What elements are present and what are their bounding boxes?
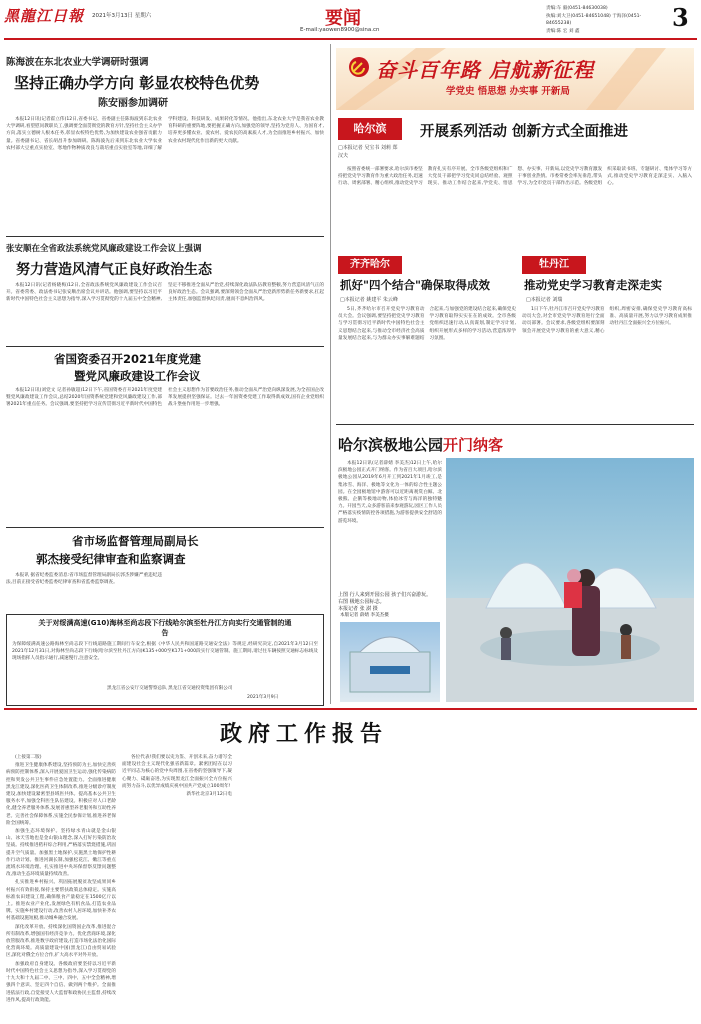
a1-kicker: 陈海波在东北农业大学调研时强调 — [6, 57, 149, 68]
section-email: E-mail:yaowen8900@sina.cn — [300, 27, 380, 33]
harbin-body — [338, 166, 692, 252]
notice-title: 关于对绥满高速(G10)海林至尚志段下行线哈尔滨至牡丹江方向实行交通管制的通告 — [38, 619, 292, 637]
park-photo — [446, 458, 694, 702]
park-body — [338, 460, 442, 586]
a3-body — [6, 387, 324, 525]
a2-body — [6, 282, 324, 344]
divider — [6, 527, 324, 528]
a4-body — [6, 572, 324, 608]
notice-date: 2021年3月9日 — [247, 695, 279, 700]
report-col5-text: 加强政府自身建设。各级政府要坚持以习近平新时代中国特色社会主义思想为指导,深入学习贯彻党的十九大和十九届二中、三中、四中、五中全会精神,增强四个意识、坚定四个自信、做到两个维护。全面推进依法行政,自觉接受人大监督和政协民主监督,持续改进作风,提高行政效能。 — [6, 961, 116, 1003]
report-meta: (上接第二版) — [15, 755, 42, 760]
a3-title-line2: 暨党风廉政建设工作会议 — [74, 369, 201, 383]
editors-block — [546, 5, 666, 35]
a4-title-line2: 郭杰接受纪律审查和监察调查 — [36, 552, 186, 566]
harbin-byline: □本报记者 吴宝书 刘莉 郑汉夫 — [338, 145, 398, 159]
caption-line: 上图 行人来到开园公园 孩子们兴奋游玩。 — [338, 592, 432, 598]
editor-line: 执编:刘大卫(0451-84651048) 于海泽(0451-84655238) — [546, 13, 642, 26]
divider — [6, 346, 324, 347]
issue-date: 2021年3月13日 星期六 — [92, 13, 152, 19]
park-credit: 本版记者 薛婧 李美杰摄 — [340, 613, 389, 618]
editor-line: 责编:车 毅(0451-84630038) — [546, 6, 608, 11]
report-col6-text: 各位代表!我们要以史为鉴、开创未来,奋力谱写全面建设社会主义现代化强省新篇章。紧密团结在以习近平同志为核心的党中央周围,在省委的坚强领导下,凝心聚力、砥砺奋进,为实现黑龙江全面振兴全方位振兴而努力奋斗,以优异成绩庆祝中国共产党成立100周年! — [122, 755, 232, 789]
section-title: 要闻 — [325, 8, 361, 29]
park-sign-drawing — [340, 622, 440, 702]
a2-kicker: 张安顺在全省政法系统党风廉政建设工作会议上强调 — [6, 244, 202, 254]
editor-line: 责编:陈 宏 刘 鑫 — [546, 28, 580, 34]
park-sign-photo — [340, 622, 440, 702]
column-separator — [330, 44, 331, 704]
masthead-rule — [4, 38, 697, 40]
report-end-note: 新华社北京3月12日电 — [186, 792, 232, 798]
harbin-body-text: 按照省委统一部署要求,哈尔滨市委坚持把党史学习教育作为重大政治任务,迅速行动、周密部署、精心组织,推动党史学习教育扎实有序开展。全市各级党组织和广大党员干部把学习党史同总结经验、观照现实、推动工作结合起来,学党史、悟思想、办实事、开新局,以党史学习教育激发干事创业热情。市委常委会率先垂范,带头学习,为全市党员干部作出示范。各级党组织采取读书班、专题研讨、集体学习等方式,推动党史学习教育走深走实、入脑入心。 — [338, 167, 692, 187]
report-col4-text: 深化改革开放。持续深化国资国企改革,推进混合所有制改革,增强国有经济竞争力。优化营商环境,深化放管服改革,推进数字政府建设,打造市场化法治化国际化营商环境。高质量建设中国(黑龙江)自由贸易试验区,深化对俄全方位合作,扩大高水平对外开放。 — [6, 924, 116, 959]
qiqihar-body — [338, 306, 516, 418]
banner-subtitle: 学党史 悟思想 办实事 开新局 — [446, 86, 570, 97]
qiqihar-byline: □本报记者 姚建平 朱云峰 — [340, 297, 398, 303]
qiqihar-title: 抓好"四个结合"确保取得成效 — [340, 278, 490, 292]
qiqihar-tag: 齐齐哈尔 — [338, 256, 402, 274]
qiqihar-body-text: 5日,齐齐哈尔市召开党史学习教育动员大会。会议强调,要坚持把党史学习教育与学习贯彻习近平新时代中国特色社会主义思想结合起来,与推动全市经济社会高质量发展结合起来,与为群众办实事解难题结合起来,与加强党的建设结合起来,确保党史学习教育取得实实在在的成效。全市各级党组织迅速行动,认真谋划,制定学习计划,组织开展形式多样的学习活动,营造浓厚学习氛围。 — [338, 307, 516, 341]
page-number: 3 — [672, 3, 689, 32]
report-title: 政府工作报告 — [220, 722, 389, 747]
party-emblem-icon — [348, 56, 370, 78]
a3-body-text: 本报12日讯(刘党文 记者孙敏超)12日下午,省国资委召开2021年度党建暨党风廉政建设工作会议,总结2020年国资系统党建和党风廉政建设工作,部署2021年重点任务。会议强调,要坚持把学习宣传贯彻习近平新时代中国特色社会主义思想作为首要政治任务,推动全面从严治党向纵深发展,为全省国企改革发展提供坚强保证。过去一年国资委党建工作取得新成效,国有企业党组织战斗堡垒作用进一步增强。 — [6, 388, 324, 408]
harbin-tag: 哈尔滨 — [338, 118, 402, 140]
a1-body — [6, 116, 324, 236]
notice-issuer: 黑龙江省公安厅交通警察总队 黑龙江省交通投资集团有限公司 — [107, 686, 233, 691]
park-photo-drawing — [446, 458, 694, 702]
mudanjiang-byline: □本报记者 刘瑞 — [526, 297, 563, 303]
a1-subtitle: 陈安丽参加调研 — [98, 98, 168, 109]
report-col3-text: 扎实推进乡村振兴。巩固拓展脱贫攻坚成果同乡村振兴有效衔接,保持主要帮扶政策总体稳定。实施高标准农田建设工程,确保粮食产量稳定在1500亿斤以上。推进农业产业化,发展绿色有机食品,打造农业品牌。实施乡村建设行动,改善农村人居环境,加快补齐农村基础设施短板,推动城乡融合发展。 — [6, 880, 116, 922]
report-body — [6, 754, 696, 1016]
traffic-notice — [6, 614, 324, 706]
a2-body-text: 本报12日讯(记者杨晓梅)12日,全省政法系统党风廉政建设工作会议召开。省委常委、政法委书记张安顺出席会议并讲话。他强调,要坚持以习近平新时代中国特色社会主义思想为指导,深入学习贯彻党的十九届五中全会精神,坚定不移推进全面从严治党,持续深化政法队伍教育整顿,努力营造风清气正的良好政治生态。会议强调,要深刻领会全面从严治党新形势新任务新要求,扛起主体责任,加强监督执纪问责,驰而不息纠治四风。 — [6, 283, 324, 303]
park-title — [338, 434, 503, 455]
banner-title: 奋斗百年路 启航新征程 — [376, 58, 594, 82]
mudanjiang-tag: 牡丹江 — [522, 256, 586, 274]
mudanjiang-body-text: 1日下午,牡丹江市召开党史学习教育动员大会,对全市党史学习教育进行全面动员部署。会议要求,各级党组织要深刻领会开展党史学习教育的重大意义,精心组织,周密安排,确保党史学习教育高标准、高质量开展,努力以学习教育成果推动牡丹江全面振兴全方位振兴。 — [522, 307, 692, 334]
report-col1-text: 推进卫生健康体系建设,坚持预防为主,加快完善疾病预防控制体系,深入开展爱国卫生运动,强化传染病防控和突发公共卫生事件应急处置能力。全面推进健康黑龙江建设,深化医药卫生体制改革,推进分级诊疗制度建设,加快建设紧密型县域医共体。提高基本公共卫生服务水平,加强全科医生队伍建设。积极应对人口老龄化,健全养老服务体系,发展普惠型养老服务和互助性养老。完善社会保障体系,实施全民参保计划,推进养老保险全国统筹。 — [6, 763, 116, 826]
mudanjiang-title: 推动党史学习教育走深走实 — [524, 278, 662, 292]
park-body-text: 本报12日讯(记者薛婧 李美杰)12日上午,哈尔滨极地公园正式开门纳客。作为省百大项目,哈尔滨极地公园从2019年6月开工到2021年1月竣工,是集冰雪、海洋、极地等文化为一体的综合性主题公园。在全园极地馆中游客可以近距离观赏白鲸、北极熊、企鹅等极地动物,体验冰雪与海洋的独特魅力。开园当天,众多游客前来参观游玩,园区工作人员严格落实疫情防控各项措施,为游客提供安全舒适的游览环境。 — [338, 461, 442, 524]
a1-title: 坚持正确办学方向 彰显农校特色优势 — [14, 74, 260, 92]
report-col2-text: 加强生态环境保护。坚持绿水青山就是金山银山、冰天雪地也是金山银山理念,深入打好污染防治攻坚战。持续推进秸秆综合利用,严格落实禁烧措施,巩固提升空气质量。加强黑土地保护,实施黑土地保护性耕作行动计划。推进河湖长制,加强松花江、嫩江等重点流域水环境治理。扎实推进中央环保督察反馈问题整改,推动生态环境质量持续改善。 — [6, 829, 116, 878]
a4-title-line1: 省市场监督管理局副局长 — [72, 534, 199, 548]
notice-body: 为保障绥满高速公路海林至尚志段下行线道路施工期间行车安全,根据《中华人民共和国道路交通安全法》等规定,经研究决定,自2021年3月12日至2021年12月31日,对海林至尚志段下行线(哈尔滨至牡丹江方向)K135+000至K171+000段实行交通管制。施工期间,请过往车辆按照交通标志标线及现场指挥人员指示通行,减速慢行,注意安全。 — [12, 642, 318, 662]
caption-line: 本报记者 张 澍 摄 — [338, 606, 378, 612]
park-title-red: 开门纳客 — [443, 436, 504, 454]
divider — [6, 236, 324, 237]
a1-body-text: 本报12日讯(记者霍立伟)12日,省委书记、省委副主任陈海波到东北农业大学调研,看望慰问教职员工,强调要全面贯彻党的教育方针,坚持社会主义办学方向,落实立德树人根本任务,彰显农校特色优势,为加快建设农业强省贡献力量。省委副书记、省长胡昌升参加调研。陈海波先后来到东北农业大学农业农村部大豆重点实验室、寒地作物种质改良与栽培重点实验室等地,详细了解学科建设、科技研发、成果转化等情况。他指出,东北农业大学是我省农业教育科研的重要阵地,要把握正确方向,加强党的领导,坚持为党育人、为国育才,培养更多懂农业、爱农村、爱农民的高素质人才,为全面推进乡村振兴、加快农业农村现代化作出新的更大贡献。 — [6, 117, 324, 151]
a2-title: 努力营造风清气正良好政治生态 — [16, 262, 212, 278]
a3-title-line1: 省国资委召开2021年度党建 — [54, 352, 202, 366]
divider — [336, 424, 694, 425]
paper-name: 黑龍江日報 — [4, 7, 85, 25]
a4-body-text: 本报讯 据省纪委监委消息:省市场监督管理局副局长郭杰涉嫌严重违纪违法,目前正接受省纪委监委纪律审查和省监委监察调查。 — [6, 573, 162, 586]
party-history-banner — [336, 48, 694, 110]
harbin-title: 开展系列活动 创新方式全面推进 — [420, 124, 629, 140]
caption-line: 右图 极地公园标志。 — [338, 599, 385, 605]
mudanjiang-body — [522, 306, 692, 418]
park-caption — [338, 592, 442, 613]
park-title-black: 哈尔滨极地公园 — [338, 436, 444, 454]
report-top-rule — [4, 708, 697, 710]
